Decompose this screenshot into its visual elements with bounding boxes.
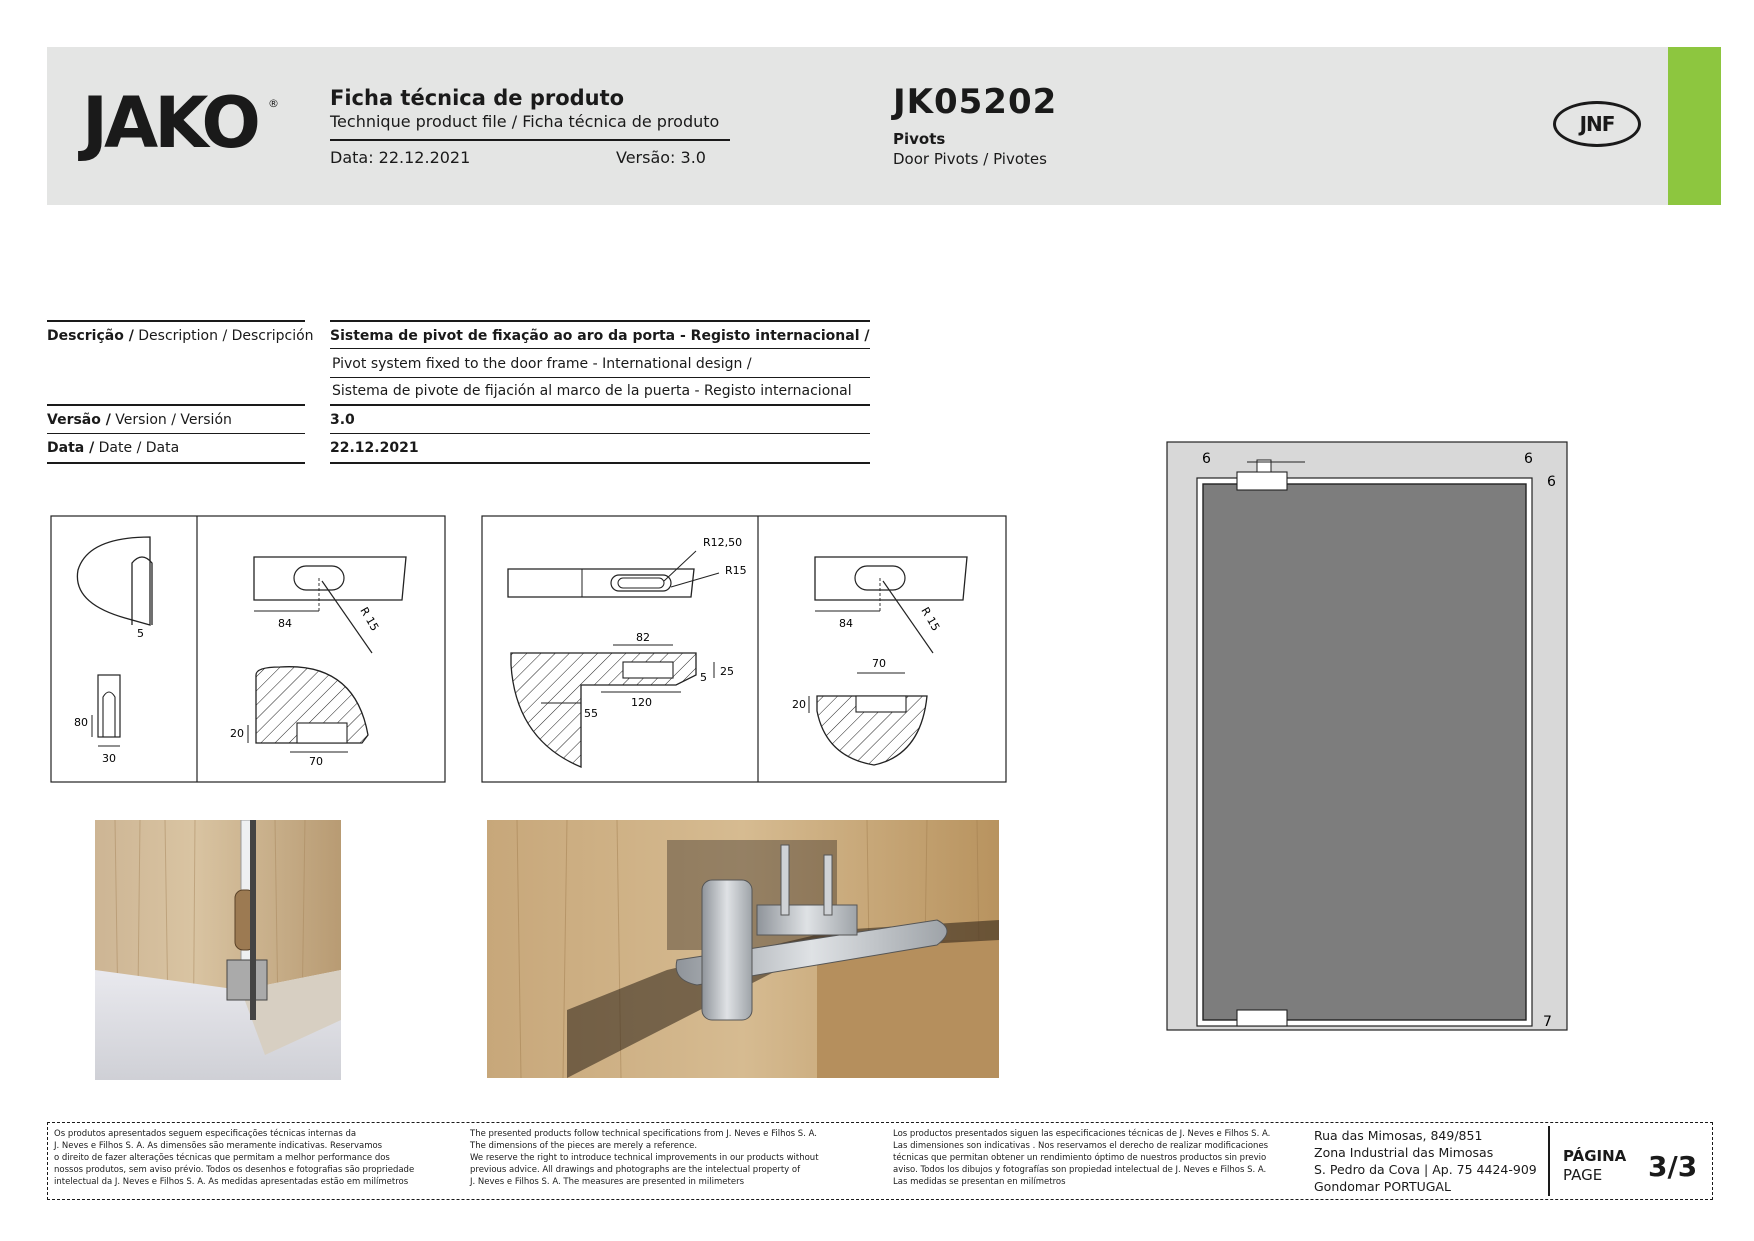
table-rule: [330, 433, 870, 434]
product-photo-detail: [487, 820, 999, 1078]
dim-label: R15: [725, 564, 747, 577]
description-label: Descrição / Description / Descripción: [47, 328, 314, 344]
dim-label: 20: [792, 698, 806, 711]
dim-label: 5: [137, 627, 144, 640]
product-category-sub: Door Pivots / Pivotes: [893, 150, 1047, 168]
date-value: 22.12.2021: [330, 440, 419, 456]
dim-label: 70: [872, 657, 886, 670]
table-rule: [330, 377, 870, 378]
dim-label: 70: [309, 755, 323, 768]
header-date: Data: 22.12.2021: [330, 148, 471, 167]
description-line-pt: Sistema de pivot de fixação ao aro da porta - Registo internacional /: [330, 328, 870, 344]
product-category: Pivots: [893, 130, 946, 148]
table-rule: [330, 348, 870, 349]
dim-label: 84: [278, 617, 292, 630]
header-band: [47, 47, 1668, 205]
dim-label: 20: [230, 727, 244, 740]
dim-label: R 15: [918, 605, 943, 634]
dim-label: 120: [631, 696, 652, 709]
table-rule: [47, 433, 305, 434]
footer-text-en: The presented products follow technical specifications from J. Neves e Filhos S. A. The dimensions of the pieces are merely a reference. We reserve the right to introduce technical improvements in our products without previous advice. All drawings and photographs are the intelectual property of J. Neves e Filhos S. A. The measures are presented in milimeters: [470, 1129, 819, 1187]
technical-drawing-set-2: [481, 515, 1007, 783]
version-label: Versão / Version / Versión: [47, 412, 232, 428]
dim-label: 84: [839, 617, 853, 630]
footer-text-es: Los productos presentados siguen las especificaciones técnicas de J. Neves e Filhos S. A. Las dimensiones son indicativas . Nos reservamos el derecho de realizar modificaciones técnicas que permitan obtener un rendimiento óptimo de nuestros productos sin previo aviso. Todos los dibujos y fotografías son propiedad intelectual de J. Neves e Filhos S. A. Las medidas se presentan en milímetros: [893, 1129, 1271, 1187]
dim-label: 6: [1524, 451, 1533, 467]
dim-label: 7: [1543, 1014, 1552, 1030]
dim-label: R 15: [357, 605, 382, 634]
dim-label: 6: [1547, 474, 1556, 490]
header-divider: [330, 139, 730, 141]
jako-logo: JAKO: [82, 82, 257, 164]
dim-label: 5: [700, 671, 707, 684]
table-rule: [330, 320, 870, 322]
page-label-en: PAGE: [1563, 1166, 1603, 1184]
dim-label: 82: [636, 631, 650, 644]
page-label: PÁGINA: [1563, 1147, 1627, 1165]
date-label: Data / Date / Data: [47, 440, 180, 456]
dim-label: 80: [74, 716, 88, 729]
dim-label: 55: [584, 707, 598, 720]
description-line-es: Sistema de pivote de fijación al marco de la puerta - Registo internacional: [332, 383, 852, 399]
dim-label: 6: [1202, 451, 1211, 467]
table-rule: [330, 462, 870, 464]
table-rule: [47, 404, 305, 406]
company-address: Rua das Mimosas, 849/851 Zona Industrial das Mimosas S. Pedro da Cova | Ap. 75 4424-909 Gondomar PORTUGAL: [1314, 1128, 1537, 1194]
dim-label: R12,50: [703, 536, 743, 549]
version-value: 3.0: [330, 412, 355, 428]
product-photo-installed: [95, 820, 341, 1080]
document-subtitle: Technique product file / Ficha técnica de produto: [330, 112, 720, 131]
header-version: Versão: 3.0: [616, 148, 706, 167]
table-rule: [47, 320, 305, 322]
description-line-en: Pivot system fixed to the door frame - International design /: [332, 356, 752, 372]
footer-divider: [1548, 1126, 1550, 1196]
page-number: 3/3: [1648, 1150, 1698, 1183]
product-code: JK05202: [893, 82, 1058, 122]
accent-bar: [1668, 47, 1721, 205]
registered-mark: ®: [268, 97, 279, 110]
jnf-logo: JNF: [1553, 101, 1641, 147]
dim-label: 25: [720, 665, 734, 678]
footer-text-pt: Os produtos apresentados seguem especificações técnicas internas da J. Neves e Filhos S. A. As dimensões são meramente indicativas. Reservamos o direito de fazer alterações técnicas que permitam a melhor performance dos nossos produtos, sem aviso prévio. Todos os desenhos e fotografias são propriedade intelectual da J. Neves e Filhos S. A. As medidas apresentadas estão em milímetros: [54, 1129, 415, 1187]
document-title: Ficha técnica de produto: [330, 86, 625, 110]
technical-drawing-set-1: [50, 515, 446, 783]
door-frame-drawing: [1165, 440, 1569, 1034]
dim-label: 30: [102, 752, 116, 765]
table-rule: [330, 404, 870, 406]
table-rule: [47, 462, 305, 464]
